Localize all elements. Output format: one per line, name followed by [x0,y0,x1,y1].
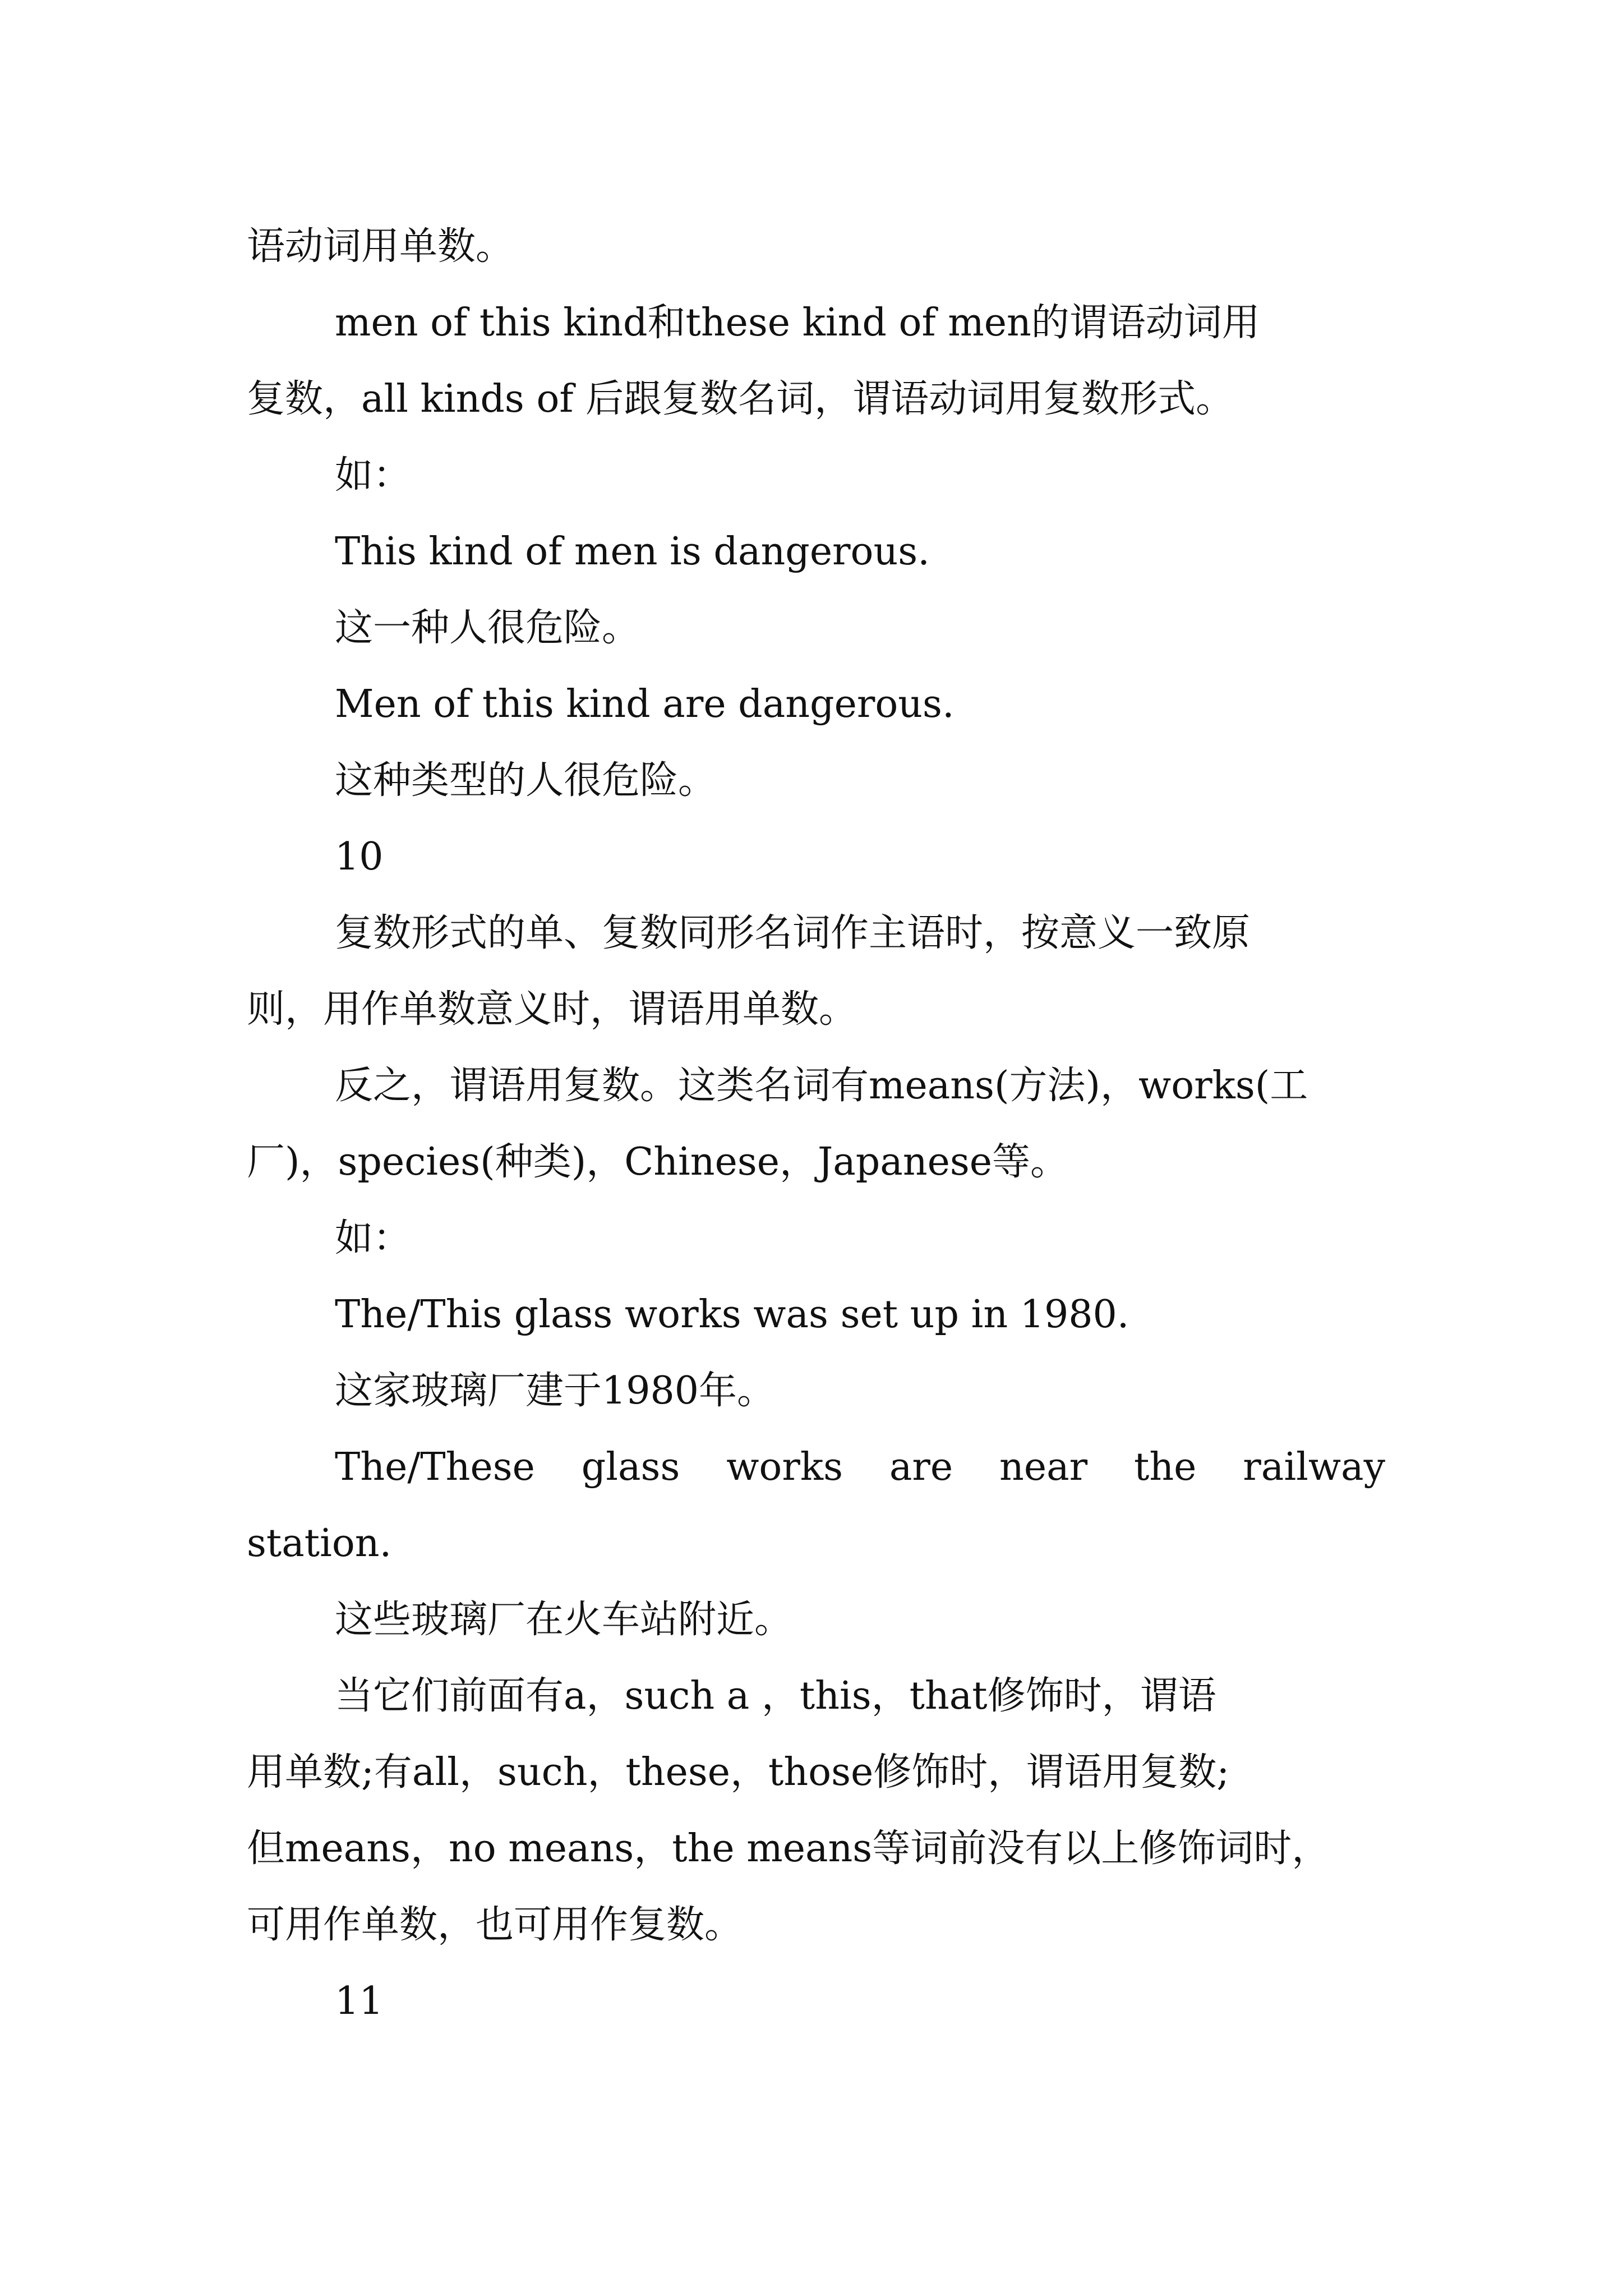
example-sentence-chinese: 这家玻璃厂建于1980年。 [335,1369,776,1413]
text-line: men of this kind和these kind of men的谓语动词用 [335,301,1260,345]
example-sentence-english: This kind of men is dangerous. [335,530,930,574]
text-line: 厂)，species(种类)，Chinese，Japanese等。 [247,1140,1069,1184]
text-line: 复数，all kinds of 后跟复数名词，谓语动词用复数形式。 [247,377,1234,421]
text-line: 当它们前面有a，such a ，this，that修饰时，谓语 [335,1674,1216,1718]
example-sentence-english: The/These glass works are near the railway [335,1445,1385,1489]
text-line: 用单数;有all，such，these，those修饰时，谓语用复数; [247,1750,1230,1795]
example-sentence-english-continued: station. [247,1521,392,1566]
text-line: 语动词用单数。 [247,224,514,269]
example-sentence-chinese: 这一种人很危险。 [335,606,640,650]
text-line: 复数形式的单、复数同形名词作主语时，按意义一致原 [335,911,1251,955]
document-page [247,209,1385,2040]
text-line: 如： [335,453,412,498]
text-line: 反之，谓语用复数。这类名词有means(方法)，works(工 [335,1064,1308,1108]
text-line: 如： [335,1216,412,1260]
example-sentence-chinese: 这些玻璃厂在火车站附近。 [335,1598,793,1642]
example-sentence-english: The/This glass works was set up in 1980. [335,1292,1129,1337]
text-line: 则，用作单数意义时，谓语用单数。 [247,987,857,1032]
example-sentence-chinese: 这种类型的人很危险。 [335,758,717,803]
text-line: 但means，no means，the means等词前没有以上修饰词时， [247,1826,1330,1871]
section-number: 10 [335,835,384,879]
example-sentence-english: Men of this kind are dangerous. [335,682,955,726]
text-line: 可用作单数，也可用作复数。 [247,1903,743,1947]
section-number: 11 [335,1979,384,2023]
